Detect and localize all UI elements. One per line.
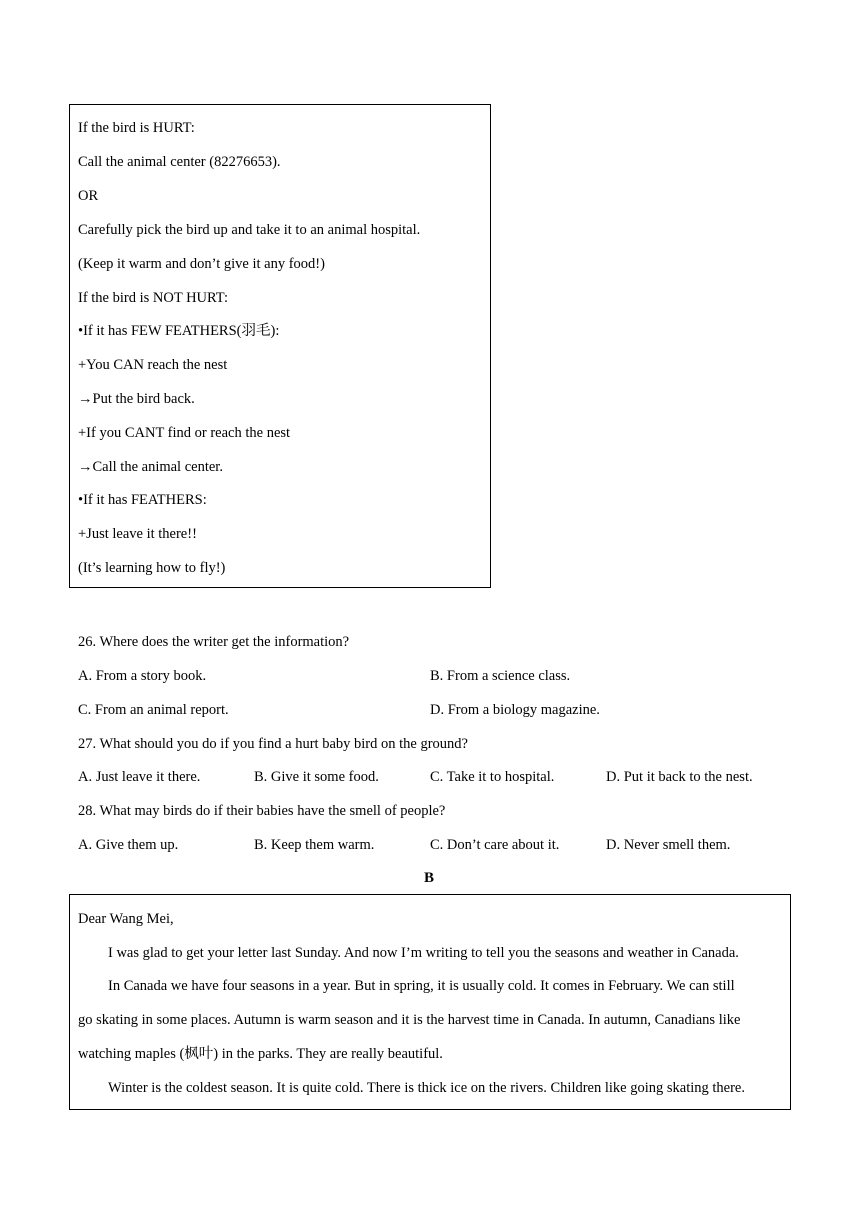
letter-paragraph-2-line-2: go skating in some places. Autumn is warm season and it is the harvest time in Canada. In autumn, Canadians like (78, 1012, 741, 1028)
question-27-option-d: D. Put it back to the nest. (606, 769, 753, 785)
question-26-option-c: C. From an animal report. (78, 702, 229, 718)
letter-paragraph-1: I was glad to get your letter last Sunday. And now I’m writing to tell you the seasons and weather in Canada. (108, 945, 739, 961)
section-b-heading: B (424, 870, 435, 886)
letter-paragraph-2-line-3: watching maples (枫叶) in the parks. They are really beautiful. (78, 1046, 443, 1062)
question-26-option-b: B. From a science class. (430, 668, 571, 684)
notice-line-few-feathers: •If it has FEW FEATHERS(羽毛): (78, 323, 280, 339)
question-27-option-a: A. Just leave it there. (78, 769, 201, 785)
letter-salutation: Dear Wang Mei, (78, 911, 174, 927)
question-28-option-c: C. Don’t care about it. (430, 837, 560, 853)
notice-line-can-reach: +You CAN reach the nest (78, 357, 228, 373)
question-27-option-c: C. Take it to hospital. (430, 769, 555, 785)
notice-line-keep-warm: (Keep it warm and don’t give it any food!) (78, 256, 325, 272)
notice-line-or: OR (78, 188, 99, 204)
question-28-option-b: B. Keep them warm. (254, 837, 375, 853)
notice-line-call-center: Call the animal center (82276653). (78, 154, 281, 170)
notice-line-leave-it: +Just leave it there!! (78, 526, 197, 542)
letter-box (69, 894, 791, 1110)
letter-paragraph-2-line-1: In Canada we have four seasons in a year. But in spring, it is usually cold. It comes in February. We can still (108, 978, 735, 994)
question-27-stem: 27. What should you do if you find a hurt baby bird on the ground? (78, 736, 468, 752)
notice-line-call-center-2: →Call the animal center. (78, 459, 223, 475)
notice-line-put-back: →Put the bird back. (78, 391, 195, 407)
notice-line-not-hurt-heading: If the bird is NOT HURT: (78, 290, 228, 306)
notice-line-cant-reach: +If you CANT find or reach the nest (78, 425, 291, 441)
notice-line-hurt-heading: If the bird is HURT: (78, 120, 195, 136)
question-26-option-d: D. From a biology magazine. (430, 702, 600, 718)
notice-line-learning-fly: (It’s learning how to fly!) (78, 560, 226, 576)
question-26-option-a: A. From a story book. (78, 668, 207, 684)
notice-line-pick-up: Carefully pick the bird up and take it to an animal hospital. (78, 222, 421, 238)
question-28-option-d: D. Never smell them. (606, 837, 731, 853)
letter-paragraph-3: Winter is the coldest season. It is quite cold. There is thick ice on the rivers. Children like going skating there. (108, 1080, 745, 1096)
question-28-option-a: A. Give them up. (78, 837, 179, 853)
question-28-stem: 28. What may birds do if their babies have the smell of people? (78, 803, 446, 819)
notice-box (69, 104, 491, 588)
question-27-option-b: B. Give it some food. (254, 769, 379, 785)
question-26-stem: 26. Where does the writer get the information? (78, 634, 350, 650)
notice-line-has-feathers: •If it has FEATHERS: (78, 492, 207, 508)
